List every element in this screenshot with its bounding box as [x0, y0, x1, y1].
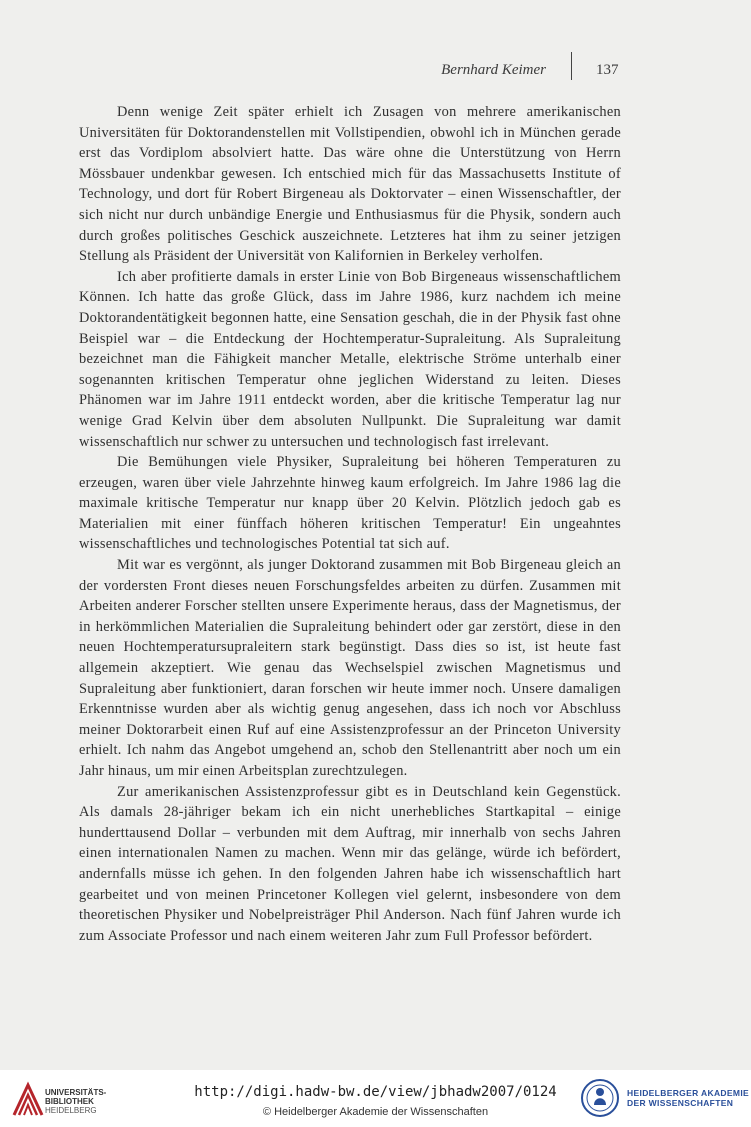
- permalink-url[interactable]: http://digi.hadw-bw.de/view/jbhadw2007/0124: [194, 1084, 557, 1100]
- running-head-author: Bernhard Keimer: [441, 62, 546, 78]
- academy-line-1: HEIDELBERGER AKADEMIE: [627, 1088, 750, 1098]
- ub-line-1: UNIVERSITÄTS-: [45, 1088, 107, 1097]
- paragraph-4: Mit war es vergönnt, als junger Doktorand zusammen mit Bob Birgeneau gleich an der vordersten Front dieses neuen Forschungsfeldes arbeiten zu dürfen. Zusammen mit Arbeiten anderer Forscher stellten unsere Experimente heraus, dass der Magnetismus, der in herkömmlichen Materialien die Supraleitung behindert oder gar zerstört, diese in den neuen Hochtemperatursupraleitern stark begünstigt. Dass dies so ist, ist heute fast allgemein akzeptiert. Wie genau das Wechselspiel zwischen Magnetismus und Supraleitung aber funktioniert, daran forschen wir heute immer noch. Unsere damaligen Erkenntnisse wurden aber als wichtig genug angesehen, dass ich noch vor Abschluss meiner Doktorarbeit einen Ruf auf eine Assistenzprofessur an der Princeton University erhielt. Ich nahm das Angebot umgehend an, schob den Stellenantritt aber noch um ein Jahr hinaus, um mir einen Arbeitsplan zurechtzulegen.: [79, 557, 621, 779]
- academy-name: [627, 1088, 749, 1108]
- paragraph-5: Zur amerikanischen Assistenzprofessur gibt es in Deutschland kein Gegenstück. Als damals 28-jähriger bekam ich ein nicht unerhebliches Startkapital – einige hunderttausend Dollar – verbunden mit dem Auftrag, mir innerhalb von sechs Jahren einen internationalen Namen zu machen. Wenn mir das gelänge, würde ich befördert, andernfalls müsse ich gehen. In den folgenden Jahren habe ich wissenschaftlich hart gearbeitet und von meinen Princetoner Kollegen viel gelernt, insbesondere von dem theoretischen Physiker und Nobelpreisträger Phil Anderson. Nach fünf Jahren wurde ich zum Associate Professor und nach einem weiteren Jahr zum Full Professor befördert.: [79, 783, 621, 944]
- ub-line-2: BIBLIOTHEK: [45, 1097, 94, 1106]
- copyright-notice: © Heidelberger Akademie der Wissenschaften: [262, 1106, 489, 1118]
- academy-seal-icon[interactable]: [580, 1078, 620, 1118]
- running-head-divider: [571, 52, 572, 80]
- ub-line-3: HEIDELBERG: [45, 1106, 97, 1115]
- running-head: [0, 62, 751, 84]
- body-text: [79, 102, 621, 946]
- paragraph-2: Ich aber profitierte damals in erster Linie von Bob Birgeneaus wissenschaftlichem Können. Ich hatte das große Glück, dass im Jahre 1986, kurz nachdem ich meine Doktorandentätigkeit begonnen hatte, eine Sensation geschah, die in der Physik fast ohne Beispiel war – die Entdeckung der Hochtemperatur-Supraleitung. Als Supraleitung bezeichnet man die Fähigkeit mancher Metalle, elektrische Ströme unterhalb einer sogenannten kritischen Temperatur ohne jeglichen Widerstand zu leiten. Dieses Phänomen war im Jahre 1911 entdeckt worden, aber die kritische Temperatur lag nur wenige Grad Kelvin über dem absoluten Nullpunkt. Die Supraleitung war damit wissenschaftlich nur schwer zu untersuchen und technologisch fast irrelevant.: [79, 268, 621, 450]
- viewer-footer: [0, 1070, 751, 1127]
- academy-line-2: DER WISSENSCHAFTEN: [627, 1098, 734, 1108]
- page-number: 137: [596, 62, 619, 78]
- paragraph-1: Denn wenige Zeit später erhielt ich Zusagen von mehrere amerikanischen Universitäten für Doktorandenstellen mit Vollstipendien, obwohl ich in München gerade erst das Vordiplom absolviert hatte. Das wäre ohne die Unterstützung von Herrn Mössbauer undenkbar gewesen. Ich entschied mich für das Massachusetts Institute of Technology, und dort für Robert Birgeneau als Doktorvater – einen Wissenschaftler, der sich nicht nur durch unbändige Energie und Enthusiasmus für die Physik, sondern auch durch großes politisches Geschick auszeichnete. Letzteres hat ihm zu seiner jetzigen Stellung als Präsident der Universität von Kalifornien in Berkeley verholfen.: [79, 104, 621, 265]
- paragraph-3: Die Bemühungen viele Physiker, Supraleitung bei höheren Temperaturen zu erzeugen, waren über viele Jahrzehnte hinweg kaum erfolgreich. Im Jahre 1986 lag die maximale kritische Temperatur nur knapp über 20 Kelvin. Plötzlich jedoch gab es Materialien mit einer fünffach höheren kritischen Temperatur! Ein ungeahntes wissenschaftliches und technologisches Potential tat sich auf.: [79, 454, 621, 553]
